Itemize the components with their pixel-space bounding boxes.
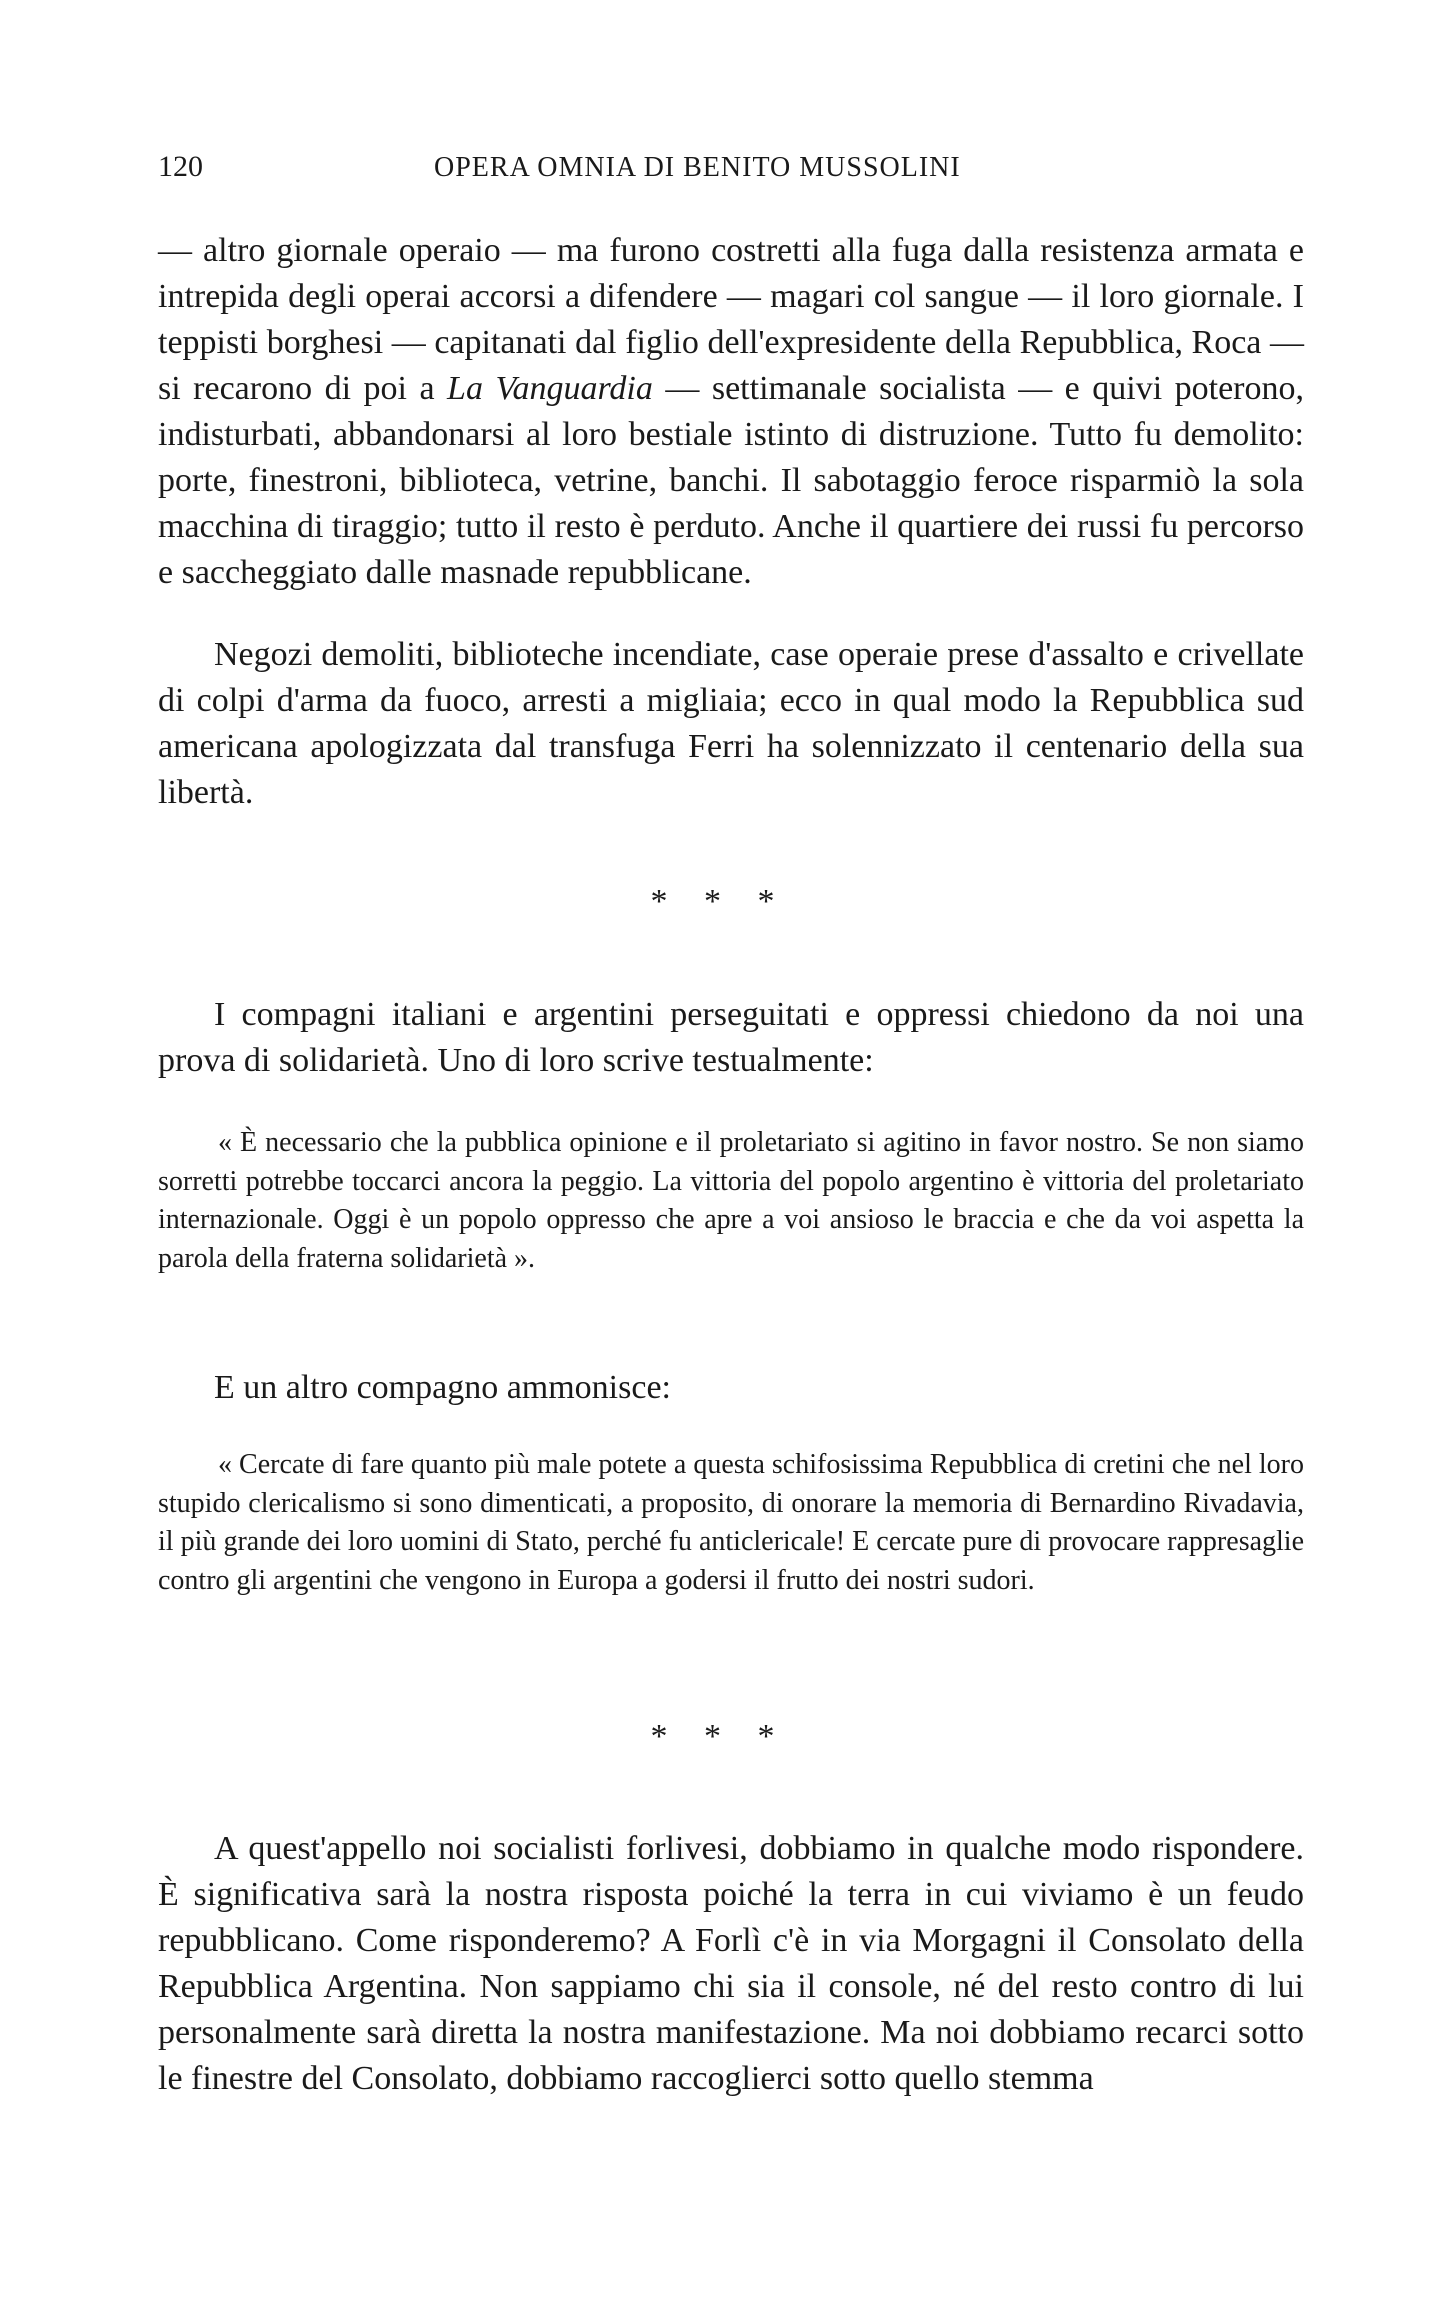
section-separator-2: * * * xyxy=(650,1718,789,1755)
page-number: 120 xyxy=(158,150,203,183)
paragraph-4: E un altro compagno ammonisce: xyxy=(214,1369,671,1406)
page-header xyxy=(158,150,1298,195)
paragraph-1-text-b: — settimanale socialista — e quivi poterono, indisturbati, abbandonarsi al loro bestiale istinto di distruzione. Tutto fu demolito: porte, finestroni, biblioteca, vetrine, banchi. Il sabotaggio feroce risparmiò la sola macchina di tiraggio; tutto il resto è perduto. Anche il quartiere dei russi fu percorso e saccheggiato dalle masnade repubblicane. xyxy=(158,370,1305,591)
paragraph-1-text-a: — altro giornale operaio — ma furono costretti alla fuga dalla resistenza armata e intrepida degli operai accorsi a difendere — magari col sangue — il loro giornale. I teppisti borghesi — capitanati dal figlio dell'expresidente della Repubblica, Roca — si recarono di poi a xyxy=(158,232,1304,407)
paragraph-5: A quest'appello noi socialisti forlivesi, dobbiamo in qualche modo rispondere. È significativa sarà la nostra risposta poiché la terra in cui viviamo è un feudo repubblicano. Come risponderemo? A Forlì c'è in via Morgagni il Consolato della Repubblica Argentina. Non sappiamo chi sia il console, né del resto contro di lui personalmente sarà diretta la nostra manifestazione. Ma noi dobbiamo recarci sotto le finestre del Consolato, dobbiamo raccoglierci sotto quello stemma xyxy=(158,1830,1304,2097)
newspaper-title: La Vanguardia xyxy=(447,370,653,407)
paragraph-2: Negozi demoliti, biblioteche incendiate, case operaie prese d'assalto e crivellate di colpi d'arma da fuoco, arresti a migliaia; ecco in qual modo la Repubblica sud americana apologizzata dal transfuga Ferri ha solennizzato il centenario della sua libertà. xyxy=(158,636,1304,811)
section-separator-1: * * * xyxy=(650,883,789,920)
running-head: OPERA OMNIA DI BENITO MUSSOLINI xyxy=(434,152,961,183)
quotation-2: « Cercate di fare quanto più male potete a questa schifosissima Repubblica di cretini che nel loro stupido clericalismo si sono dimenticati, a proposito, di onorare la memoria di Bernardino Rivadavia, il più grande dei loro uomini di Stato, perché fu anticlericale! E cercate pure di provocare rappresaglie contro gli argentini che vengono in Europa a godersi il frutto dei nostri sudori. xyxy=(158,1449,1304,1596)
quotation-1: « È necessario che la pubblica opinione e il proletariato si agitino in favor nostro. Se non siamo sorretti potrebbe toccarci ancora la peggio. La vittoria del popolo argentino è vittoria del proletariato internazionale. Oggi è un popolo oppresso che apre a voi ansioso le braccia e che da voi aspetta la parola della fraterna solidarietà ». xyxy=(158,1127,1304,1274)
paragraph-1 xyxy=(158,228,1304,596)
paragraph-3: I compagni italiani e argentini perseguitati e oppressi chiedono da noi una prova di solidarietà. Uno di loro scrive testualmente: xyxy=(158,996,1304,1079)
